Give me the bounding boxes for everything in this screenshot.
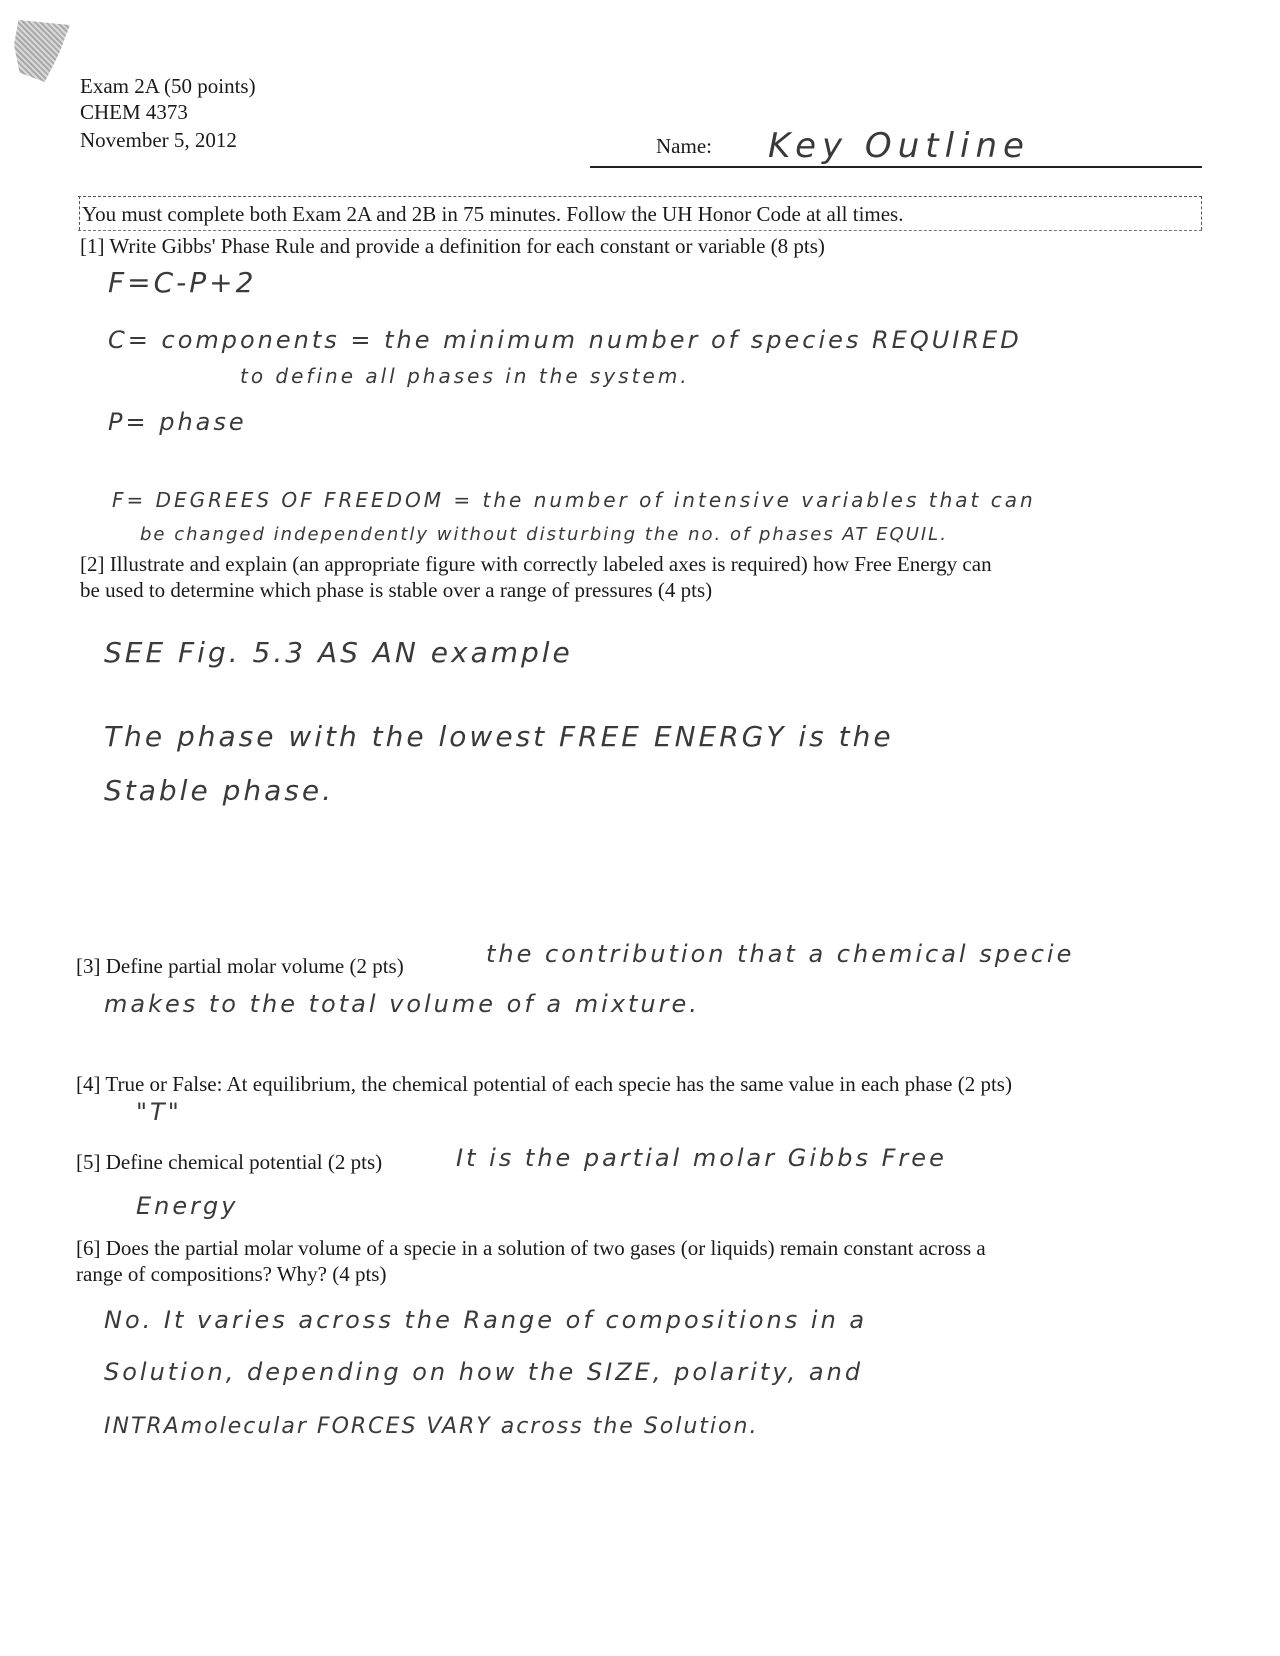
instructions-border-bottom — [78, 230, 1202, 231]
answer-1-line-6: be changed independently without disturbing the no. of phases AT EQUIL. — [140, 524, 948, 545]
answer-2-line-1: SEE Fig. 5.3 AS AN example — [104, 636, 573, 669]
name-underline — [590, 166, 1202, 168]
answer-3-line-2: makes to the total volume of a mixture. — [104, 990, 700, 1018]
name-value-handwritten: Key Outline — [768, 126, 1030, 166]
answer-5-line-2: Energy — [136, 1192, 239, 1220]
question-2-prompt-line-1: [2] Illustrate and explain (an appropriate figure with correctly labeled axes is required) how Free Energy can — [80, 552, 992, 576]
answer-1-line-1: F=C-P+2 — [108, 266, 257, 299]
exam-title: Exam 2A (50 points) — [80, 74, 256, 98]
instructions-text: You must complete both Exam 2A and 2B in 75 minutes. Follow the UH Honor Code at all times. — [82, 202, 904, 226]
answer-2-line-2: The phase with the lowest FREE ENERGY is the — [104, 720, 894, 753]
course-code: CHEM 4373 — [80, 100, 188, 124]
answer-1-line-4: P= phase — [108, 408, 247, 436]
instructions-border-left — [79, 196, 80, 230]
question-2-prompt-line-2: be used to determine which phase is stable over a range of pressures (4 pts) — [80, 578, 713, 602]
name-label: Name: — [656, 134, 712, 158]
answer-1-line-2: C= components = the minimum number of species REQUIRED — [108, 326, 1022, 354]
instructions-border-top — [78, 196, 1202, 197]
scan-artifact — [14, 20, 70, 82]
question-6-prompt-line-1: [6] Does the partial molar volume of a specie in a solution of two gases (or liquids) remain constant across a — [76, 1236, 986, 1260]
question-1-prompt: [1] Write Gibbs' Phase Rule and provide a definition for each constant or variable (8 pts) — [80, 234, 825, 258]
answer-2-line-3: Stable phase. — [104, 774, 334, 807]
question-6-prompt-line-2: range of compositions? Why? (4 pts) — [76, 1262, 387, 1286]
question-3-prompt: [3] Define partial molar volume (2 pts) — [76, 954, 404, 978]
instructions-border-right — [1201, 196, 1202, 230]
answer-6-line-3: INTRAmolecular FORCES VARY across the Solution. — [104, 1414, 759, 1439]
question-5-prompt: [5] Define chemical potential (2 pts) — [76, 1150, 383, 1174]
exam-date: November 5, 2012 — [80, 128, 237, 152]
question-4-prompt: [4] True or False: At equilibrium, the chemical potential of each specie has the same value in each phase (2 pts) — [76, 1072, 1012, 1096]
answer-4-line-1: "T" — [136, 1098, 182, 1126]
answer-6-line-1: No. It varies across the Range of compositions in a — [104, 1306, 868, 1334]
answer-3-line-1: the contribution that a chemical specie — [486, 940, 1075, 968]
answer-5-line-1: It is the partial molar Gibbs Free — [456, 1144, 947, 1172]
answer-6-line-2: Solution, depending on how the SIZE, polarity, and — [104, 1358, 864, 1386]
answer-1-line-3: to define all phases in the system. — [240, 364, 690, 388]
answer-1-line-5: F= DEGREES OF FREEDOM = the number of intensive variables that can — [112, 488, 1036, 512]
